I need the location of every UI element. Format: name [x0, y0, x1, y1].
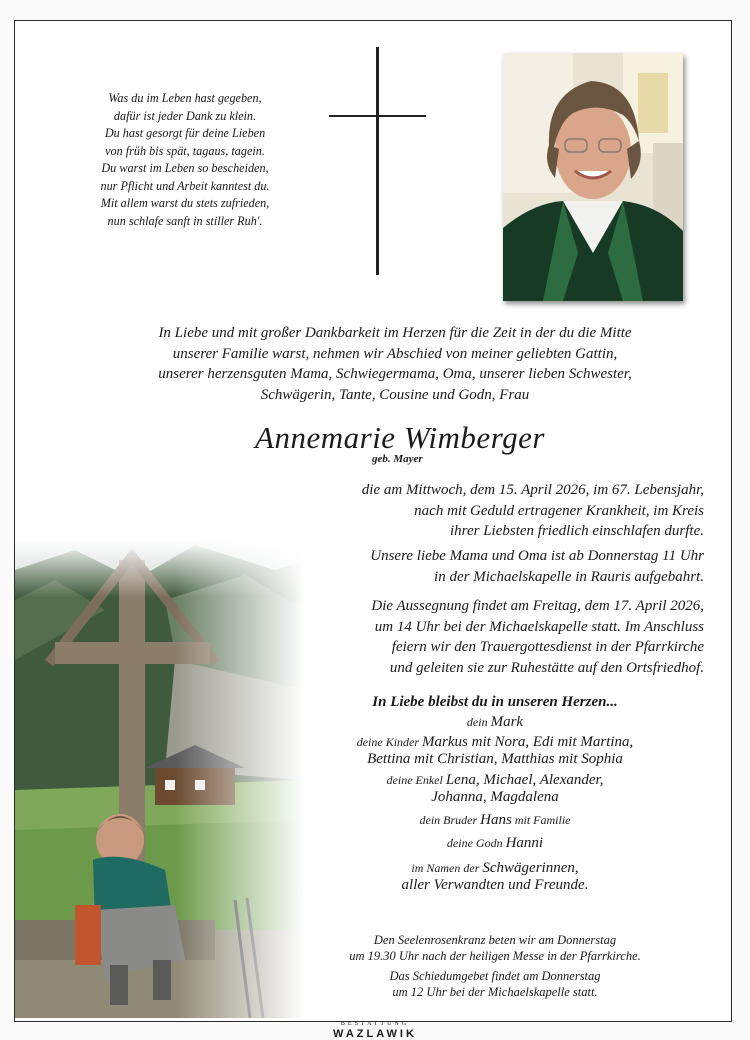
- poem-line: dafür ist jeder Dank zu klein.: [113, 108, 257, 123]
- logo-top-text: BESTATTUNG: [340, 1021, 410, 1027]
- farewell-notice: [300, 968, 690, 1000]
- mourner-name: Hans: [480, 812, 512, 828]
- mourner-brother: [300, 812, 690, 829]
- maiden-name: geb. Mayer: [372, 453, 423, 465]
- relation-label: im Namen der: [411, 861, 483, 875]
- portrait-photo: [503, 53, 683, 301]
- mourner-names: Schwägerinnen,: [482, 860, 579, 876]
- mourner-husband: [300, 714, 690, 731]
- death-paragraph: [362, 480, 704, 542]
- intro-line: Schwägerin, Tante, Cousine und Godn, Frau: [260, 386, 530, 403]
- mourner-relatives-cont: aller Verwandten und Freunde.: [401, 877, 589, 893]
- mourners-block: [300, 694, 690, 894]
- relation-label: deine Kinder: [356, 735, 423, 749]
- poem-line: Du warst im Leben so bescheiden,: [101, 161, 269, 175]
- rosary-notice: [300, 932, 690, 964]
- latin-cross-icon-bar: [329, 115, 426, 117]
- poem-line: nun schlafe sanft in stiller Ruh'.: [107, 213, 263, 228]
- mourner-names: Markus mit Nora, Edi mit Martina,: [422, 734, 634, 750]
- relation-label: deine Godn: [446, 836, 506, 850]
- mourner-name: Mark: [490, 714, 524, 730]
- relation-suffix: mit Familie: [511, 813, 571, 827]
- death-line: ihrer Liebsten friedlich einschlafen durfte.: [450, 523, 704, 539]
- mountain-cross-photo: [15, 540, 305, 1018]
- relation-label: dein: [466, 715, 491, 729]
- intro-line: In Liebe und mit großer Dankbarkeit im Herzen für die Zeit in der du die Mitte: [158, 325, 632, 341]
- service-paragraph: [371, 596, 704, 678]
- mourners-heading: In Liebe bleibst du in unseren Herzen...: [372, 694, 618, 710]
- mourner-children: [300, 734, 690, 751]
- mourner-relatives: [300, 860, 690, 877]
- intro-line: unserer herzensguten Mama, Schwiegermama, Oma, unserer lieben Schwester,: [158, 366, 632, 382]
- mourner-children-cont: Bettina mit Christian, Matthias mit Sophia: [367, 751, 623, 767]
- logo-bottom-text: WAZLAWIK: [333, 1028, 417, 1040]
- rosary-line: Den Seelenrosenkranz beten wir am Donnerstag: [373, 933, 617, 947]
- mourner-names: Lena, Michael, Alexander,: [445, 772, 604, 788]
- mourner-grandchildren-cont: Johanna, Magdalena: [431, 789, 559, 805]
- deceased-name: Annemarie Wimberger: [255, 420, 545, 455]
- poem-line: von früh bis spät, tagaus, tagein.: [105, 143, 265, 158]
- mourner-name: Hanni: [505, 835, 544, 851]
- poem-line: Du hast gesorgt für deine Lieben: [104, 126, 266, 140]
- farewell-line: um 12 Uhr bei der Michaelskapelle statt.: [392, 985, 598, 999]
- mourner-godchild: [300, 835, 690, 852]
- poem-line: Mit allem warst du stets zufrieden,: [100, 196, 270, 210]
- viewing-paragraph: [370, 546, 704, 587]
- poem: [60, 90, 310, 230]
- intro-line: unserer Familie warst, nehmen wir Abschied von meiner geliebten Gattin,: [172, 345, 618, 362]
- death-line: nach mit Geduld ertragener Krankheit, im Kreis: [414, 502, 704, 519]
- relation-label: deine Enkel: [386, 773, 446, 787]
- relation-label: dein Bruder: [419, 813, 481, 827]
- poem-line: nur Pflicht und Arbeit kanntest du.: [100, 178, 270, 193]
- viewing-line: in der Michaelskapelle in Rauris aufgebahrt.: [434, 568, 704, 585]
- latin-cross-icon: [376, 47, 379, 275]
- service-line: und geleiten sie zur Ruhestätte auf den Ortsfriedhof.: [389, 659, 704, 676]
- mourner-grandchildren: [300, 772, 690, 789]
- service-line: feiern wir den Trauergottesdienst in der Pfarrkirche: [391, 639, 704, 655]
- intro-text: [70, 323, 720, 405]
- rosary-line: um 19.30 Uhr nach der heiligen Messe in der Pfarrkirche.: [349, 949, 641, 963]
- service-line: um 14 Uhr bei der Michaelskapelle statt. Im Anschluss: [374, 618, 704, 635]
- death-line: die am Mittwoch, dem 15. April 2026, im 67. Lebensjahr,: [361, 482, 704, 498]
- viewing-line: Unsere liebe Mama und Oma ist ab Donnerstag 11 Uhr: [370, 548, 704, 564]
- farewell-line: Das Schiedumgebet findet am Donnerstag: [389, 969, 601, 983]
- funeral-home-logo: [310, 1021, 440, 1040]
- poem-line: Was du im Leben hast gegeben,: [108, 91, 262, 105]
- service-line: Die Aussegnung findet am Freitag, dem 17. April 2026,: [371, 598, 704, 614]
